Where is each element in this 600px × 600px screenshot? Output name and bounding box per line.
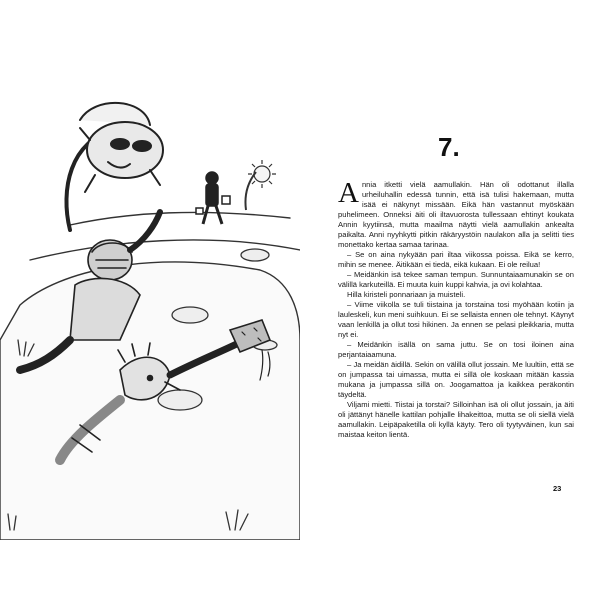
paragraph-6: – Meidänkin isällä on sama juttu. Se on tosi iloinen aina perjantaiaamuna. bbox=[338, 340, 574, 359]
streetlamp-face-icon bbox=[66, 103, 163, 230]
paragraph-1-text: nnia itketti vielä aamullakin. Hän oli odottanut illalla urheiluhallin edessä tunnin, että isä tulisi hakemaan, mutta isää ei näkynyt missään. Eikä hän vastannut myöskään puhelimeen. Onneksi äiti oli iltavuorosta tullessaan ehtinyt koukata Annin kyytiinsä, mutta maailma näytti vielä aamullakin ankealta paikalta. Anni nyyhkytti pitkin räkäryystöin naulakon alla ja selitti ties monettako kertaa samaa tarinaa. bbox=[338, 180, 574, 249]
paragraph-1 bbox=[338, 177, 574, 250]
paragraph-2: – Se on aina nykyään pari iltaa viikossa poissa. Eikä se kerro, mihin se menee. Äitikään ei tiedä, eikä kukaan. Ei ole reilua! bbox=[338, 250, 574, 269]
chapter-text bbox=[338, 177, 574, 440]
dropcap-letter: A bbox=[338, 177, 359, 209]
hill-line-icon bbox=[70, 212, 290, 225]
sun-icon bbox=[245, 160, 276, 210]
chapter-number: 7. bbox=[438, 132, 460, 162]
paragraph-3: – Meidänkin isä tekee saman tempun. Sunnuntaiaamunakin se on välillä karkuteillä. Ei muuta kuin kuppi kahvia, ja ovi kolahtaa. bbox=[338, 270, 574, 289]
paragraph-5: – Viime viikolla se tuli tiistaina ja torstaina tosi myöhään kotiin ja lauleskeli, kun meni suihkuun. Ei se sellaista ennen ole tehnyt. Käynyt vaan lenkillä ja ollut tosi hikinen. Ja ennen se pelasi pleikkaria, mutta nyt ei. bbox=[338, 300, 574, 339]
walking-man-icon bbox=[196, 172, 230, 224]
paragraph-7: – Ja meidän äidillä. Sekin on välillä ollut jossain. Me luultiin, että se on jumpassa tai uimassa, mutta ei sillä ole koskaan mitään kassia mukana ja jumpassa sillä on. Joogamattoa ja kaikkea peräkontin täydeltä. bbox=[338, 360, 574, 399]
paragraph-4: Hilla kiristeli ponnariaan ja muisteli. bbox=[347, 290, 466, 299]
paragraph-8: Viljami mietti. Tiistai ja torstai? Silloinhan isä oli ollut jossain, ja äiti oli jättänyt hänelle kattilan pohjalle lihakeittoa, mutta se oli siellä vielä aamullakin. Leipäpaketilla oli kyllä käyty. Tero oli tyytyväinen, kun sai maistaa keiton lientä. bbox=[338, 400, 574, 439]
page-number: 23 bbox=[553, 484, 562, 493]
illustration-children-on-hill bbox=[0, 100, 300, 540]
